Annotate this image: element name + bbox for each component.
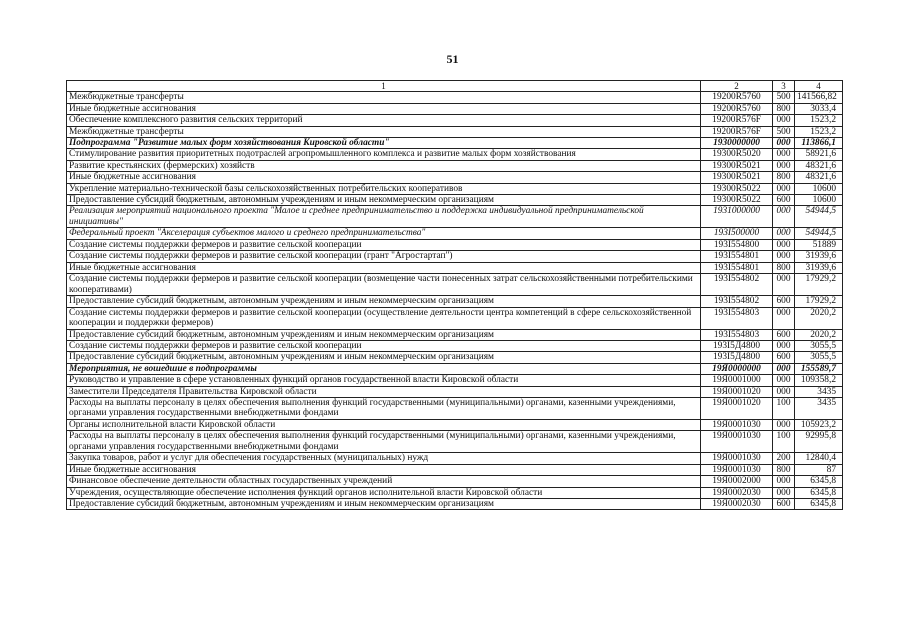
row-group: 600 bbox=[773, 329, 795, 340]
table-row bbox=[67, 307, 843, 329]
row-name: Создание системы поддержки фермеров и развитие сельской кооперации (грант "Агростартап") bbox=[67, 251, 701, 262]
row-amount: 1523,2 bbox=[795, 126, 843, 137]
budget-table bbox=[66, 80, 843, 510]
table-row bbox=[67, 149, 843, 160]
row-code: 19200R576F bbox=[701, 115, 773, 126]
row-code: 193I554801 bbox=[701, 262, 773, 273]
row-group: 500 bbox=[773, 92, 795, 103]
row-code: 193I554803 bbox=[701, 329, 773, 340]
row-name: Предоставление субсидий бюджетным, автономным учреждениям и иным некоммерческим организациям bbox=[67, 498, 701, 509]
row-group: 000 bbox=[773, 274, 795, 296]
table-row bbox=[67, 92, 843, 103]
row-name: Предоставление субсидий бюджетным, автономным учреждениям и иным некоммерческим организациям bbox=[67, 195, 701, 206]
row-group: 200 bbox=[773, 453, 795, 464]
row-code: 19300R5022 bbox=[701, 195, 773, 206]
row-name: Расходы на выплаты персоналу в целях обеспечения выполнения функций государственными (муниципальными) органами, казенными учреждениями, органами управления государственными внебюджетными фондами bbox=[67, 397, 701, 419]
table-row bbox=[67, 498, 843, 509]
row-code: 19300R5021 bbox=[701, 160, 773, 171]
row-code: 19Я0001030 bbox=[701, 419, 773, 430]
row-group: 000 bbox=[773, 419, 795, 430]
row-name: Создание системы поддержки фермеров и развитие сельской кооперации bbox=[67, 239, 701, 250]
row-group: 000 bbox=[773, 307, 795, 329]
row-amount: 2020,2 bbox=[795, 329, 843, 340]
row-group: 000 bbox=[773, 476, 795, 487]
table-row bbox=[67, 160, 843, 171]
header-row bbox=[67, 81, 843, 92]
table-row bbox=[67, 397, 843, 419]
row-amount: 87 bbox=[795, 464, 843, 475]
column-header: 2 bbox=[701, 81, 773, 92]
row-group: 000 bbox=[773, 386, 795, 397]
row-name: Иные бюджетные ассигнования bbox=[67, 103, 701, 114]
table-row bbox=[67, 352, 843, 363]
table-row bbox=[67, 340, 843, 351]
row-name: Финансовое обеспечение деятельности областных государственных учреждений bbox=[67, 476, 701, 487]
row-group: 000 bbox=[773, 239, 795, 250]
row-name: Укрепление материально-технической базы сельскохозяйственных потребительских кооперативов bbox=[67, 183, 701, 194]
row-amount: 3033,4 bbox=[795, 103, 843, 114]
row-group: 100 bbox=[773, 397, 795, 419]
row-group: 000 bbox=[773, 487, 795, 498]
row-name: Подпрограмма "Развитие малых форм хозяйствования Кировской области" bbox=[67, 138, 701, 149]
row-amount: 6345,8 bbox=[795, 476, 843, 487]
row-amount: 6345,8 bbox=[795, 498, 843, 509]
row-amount: 31939,6 bbox=[795, 262, 843, 273]
row-name: Руководство и управление в сфере установленных функций органов государственной власти Кировской области bbox=[67, 375, 701, 386]
row-group: 500 bbox=[773, 126, 795, 137]
row-name: Мероприятия, не вошедшие в подпрограммы bbox=[67, 363, 701, 374]
row-name: Иные бюджетные ассигнования bbox=[67, 172, 701, 183]
row-name: Создание системы поддержки фермеров и развитие сельской кооперации (возмещение части понесенных затрат сельскохозяйственными потребительскими кооперативами) bbox=[67, 274, 701, 296]
row-name: Органы исполнительной власти Кировской области bbox=[67, 419, 701, 430]
row-group: 000 bbox=[773, 251, 795, 262]
row-name: Межбюджетные трансферты bbox=[67, 126, 701, 137]
table-row bbox=[67, 431, 843, 453]
row-code: 19300R5022 bbox=[701, 183, 773, 194]
row-name: Федеральный проект "Акселерация субъектов малого и среднего предпринимательства" bbox=[67, 228, 701, 239]
row-group: 000 bbox=[773, 228, 795, 239]
row-code: 19300R5021 bbox=[701, 172, 773, 183]
row-name: Иные бюджетные ассигнования bbox=[67, 464, 701, 475]
table-row bbox=[67, 363, 843, 374]
table-row bbox=[67, 183, 843, 194]
row-group: 000 bbox=[773, 149, 795, 160]
row-amount: 12840,4 bbox=[795, 453, 843, 464]
row-group: 800 bbox=[773, 464, 795, 475]
row-amount: 58921,6 bbox=[795, 149, 843, 160]
column-header: 4 bbox=[795, 81, 843, 92]
row-code: 19Я0001000 bbox=[701, 375, 773, 386]
row-code: 1931000000 bbox=[701, 206, 773, 228]
row-code: 19Я0001020 bbox=[701, 397, 773, 419]
row-group: 000 bbox=[773, 115, 795, 126]
row-group: 600 bbox=[773, 498, 795, 509]
row-code: 193I554802 bbox=[701, 274, 773, 296]
row-group: 000 bbox=[773, 206, 795, 228]
row-amount: 2020,2 bbox=[795, 307, 843, 329]
row-group: 000 bbox=[773, 363, 795, 374]
row-amount: 6345,8 bbox=[795, 487, 843, 498]
row-name: Межбюджетные трансферты bbox=[67, 92, 701, 103]
row-code: 19200R576F bbox=[701, 126, 773, 137]
row-code: 19200R5760 bbox=[701, 92, 773, 103]
page-number: 51 bbox=[446, 52, 459, 66]
row-name: Предоставление субсидий бюджетным, автономным учреждениям и иным некоммерческим организациям bbox=[67, 296, 701, 307]
row-group: 000 bbox=[773, 160, 795, 171]
row-name: Закупка товаров, работ и услуг для обеспечения государственных (муниципальных) нужд bbox=[67, 453, 701, 464]
row-amount: 51889 bbox=[795, 239, 843, 250]
table-row bbox=[67, 228, 843, 239]
table-row bbox=[67, 296, 843, 307]
row-code: 193I5Д4800 bbox=[701, 352, 773, 363]
table-row bbox=[67, 419, 843, 430]
row-amount: 3055,5 bbox=[795, 340, 843, 351]
row-amount: 10600 bbox=[795, 183, 843, 194]
row-name: Обеспечение комплексного развития сельских территорий bbox=[67, 115, 701, 126]
row-name: Учреждения, осуществляющие обеспечение исполнения функций органов исполнительной власти Кировской области bbox=[67, 487, 701, 498]
row-code: 19Я0001030 bbox=[701, 431, 773, 453]
row-name: Предоставление субсидий бюджетным, автономным учреждениям и иным некоммерческим организациям bbox=[67, 352, 701, 363]
row-group: 600 bbox=[773, 296, 795, 307]
table-row bbox=[67, 172, 843, 183]
column-header: 3 bbox=[773, 81, 795, 92]
row-amount: 155589,7 bbox=[795, 363, 843, 374]
table-row bbox=[67, 274, 843, 296]
row-code: 19300R5020 bbox=[701, 149, 773, 160]
row-group: 000 bbox=[773, 375, 795, 386]
row-group: 000 bbox=[773, 183, 795, 194]
row-name: Развитие крестьянских (фермерских) хозяйств bbox=[67, 160, 701, 171]
row-code: 19Я0001030 bbox=[701, 453, 773, 464]
row-name: Реализация мероприятий национального проекта "Малое и среднее предпринимательство и поддержка индивидуальной предпринимательской инициативы" bbox=[67, 206, 701, 228]
table-row bbox=[67, 239, 843, 250]
row-group: 100 bbox=[773, 431, 795, 453]
row-code: 193I554801 bbox=[701, 251, 773, 262]
row-amount: 48321,6 bbox=[795, 172, 843, 183]
row-name: Создание системы поддержки фермеров и развитие сельской кооперации bbox=[67, 340, 701, 351]
row-amount: 31939,6 bbox=[795, 251, 843, 262]
row-amount: 17929,2 bbox=[795, 296, 843, 307]
row-code: 193I554800 bbox=[701, 239, 773, 250]
row-group: 800 bbox=[773, 103, 795, 114]
row-code: 193I554803 bbox=[701, 307, 773, 329]
table-row bbox=[67, 138, 843, 149]
row-amount: 109358,2 bbox=[795, 375, 843, 386]
row-code: 19Я0001020 bbox=[701, 386, 773, 397]
row-group: 600 bbox=[773, 195, 795, 206]
row-amount: 92995,8 bbox=[795, 431, 843, 453]
row-name: Расходы на выплаты персоналу в целях обеспечения выполнения функций государственными (муниципальными) органами, казенными учреждениями, органами управления государственными внебюджетными фондами bbox=[67, 431, 701, 453]
row-amount: 113866,1 bbox=[795, 138, 843, 149]
row-group: 600 bbox=[773, 352, 795, 363]
row-code: 19Я0002000 bbox=[701, 476, 773, 487]
row-code: 19Я0002030 bbox=[701, 487, 773, 498]
table-row bbox=[67, 251, 843, 262]
row-amount: 1523,2 bbox=[795, 115, 843, 126]
row-amount: 48321,6 bbox=[795, 160, 843, 171]
table-row bbox=[67, 206, 843, 228]
row-group: 800 bbox=[773, 172, 795, 183]
row-code: 1930000000 bbox=[701, 138, 773, 149]
row-amount: 17929,2 bbox=[795, 274, 843, 296]
row-amount: 10600 bbox=[795, 195, 843, 206]
table-row bbox=[67, 375, 843, 386]
row-amount: 105923,2 bbox=[795, 419, 843, 430]
table-row bbox=[67, 464, 843, 475]
row-code: 193I554802 bbox=[701, 296, 773, 307]
row-amount: 141566,82 bbox=[795, 92, 843, 103]
row-amount: 3435 bbox=[795, 386, 843, 397]
row-group: 800 bbox=[773, 262, 795, 273]
table-row bbox=[67, 195, 843, 206]
row-name: Иные бюджетные ассигнования bbox=[67, 262, 701, 273]
row-name: Создание системы поддержки фермеров и развитие сельской кооперации (осуществление деятельности центра компетенций в сфере сельскохозяйственной кооперации и поддержки фермеров) bbox=[67, 307, 701, 329]
row-group: 000 bbox=[773, 340, 795, 351]
row-name: Стимулирование развития приоритетных подотраслей агропромышленного комплекса и развитие малых форм хозяйствования bbox=[67, 149, 701, 160]
table-row bbox=[67, 329, 843, 340]
row-amount: 54944,5 bbox=[795, 228, 843, 239]
row-code: 19Я0002030 bbox=[701, 498, 773, 509]
table-row bbox=[67, 386, 843, 397]
table-row bbox=[67, 115, 843, 126]
row-code: 19Я0000000 bbox=[701, 363, 773, 374]
row-amount: 3055,5 bbox=[795, 352, 843, 363]
row-code: 19200R5760 bbox=[701, 103, 773, 114]
row-code: 193I5Д4800 bbox=[701, 340, 773, 351]
row-name: Предоставление субсидий бюджетным, автономным учреждениям и иным некоммерческим организациям bbox=[67, 329, 701, 340]
row-amount: 54944,5 bbox=[795, 206, 843, 228]
table-row bbox=[67, 487, 843, 498]
row-code: 193I500000 bbox=[701, 228, 773, 239]
column-header: 1 bbox=[67, 81, 701, 92]
row-group: 000 bbox=[773, 138, 795, 149]
table-row bbox=[67, 103, 843, 114]
row-name: Заместители Председателя Правительства Кировской области bbox=[67, 386, 701, 397]
table-row bbox=[67, 453, 843, 464]
row-code: 19Я0001030 bbox=[701, 464, 773, 475]
table-row bbox=[67, 476, 843, 487]
table-row bbox=[67, 126, 843, 137]
table-row bbox=[67, 262, 843, 273]
row-amount: 3435 bbox=[795, 397, 843, 419]
